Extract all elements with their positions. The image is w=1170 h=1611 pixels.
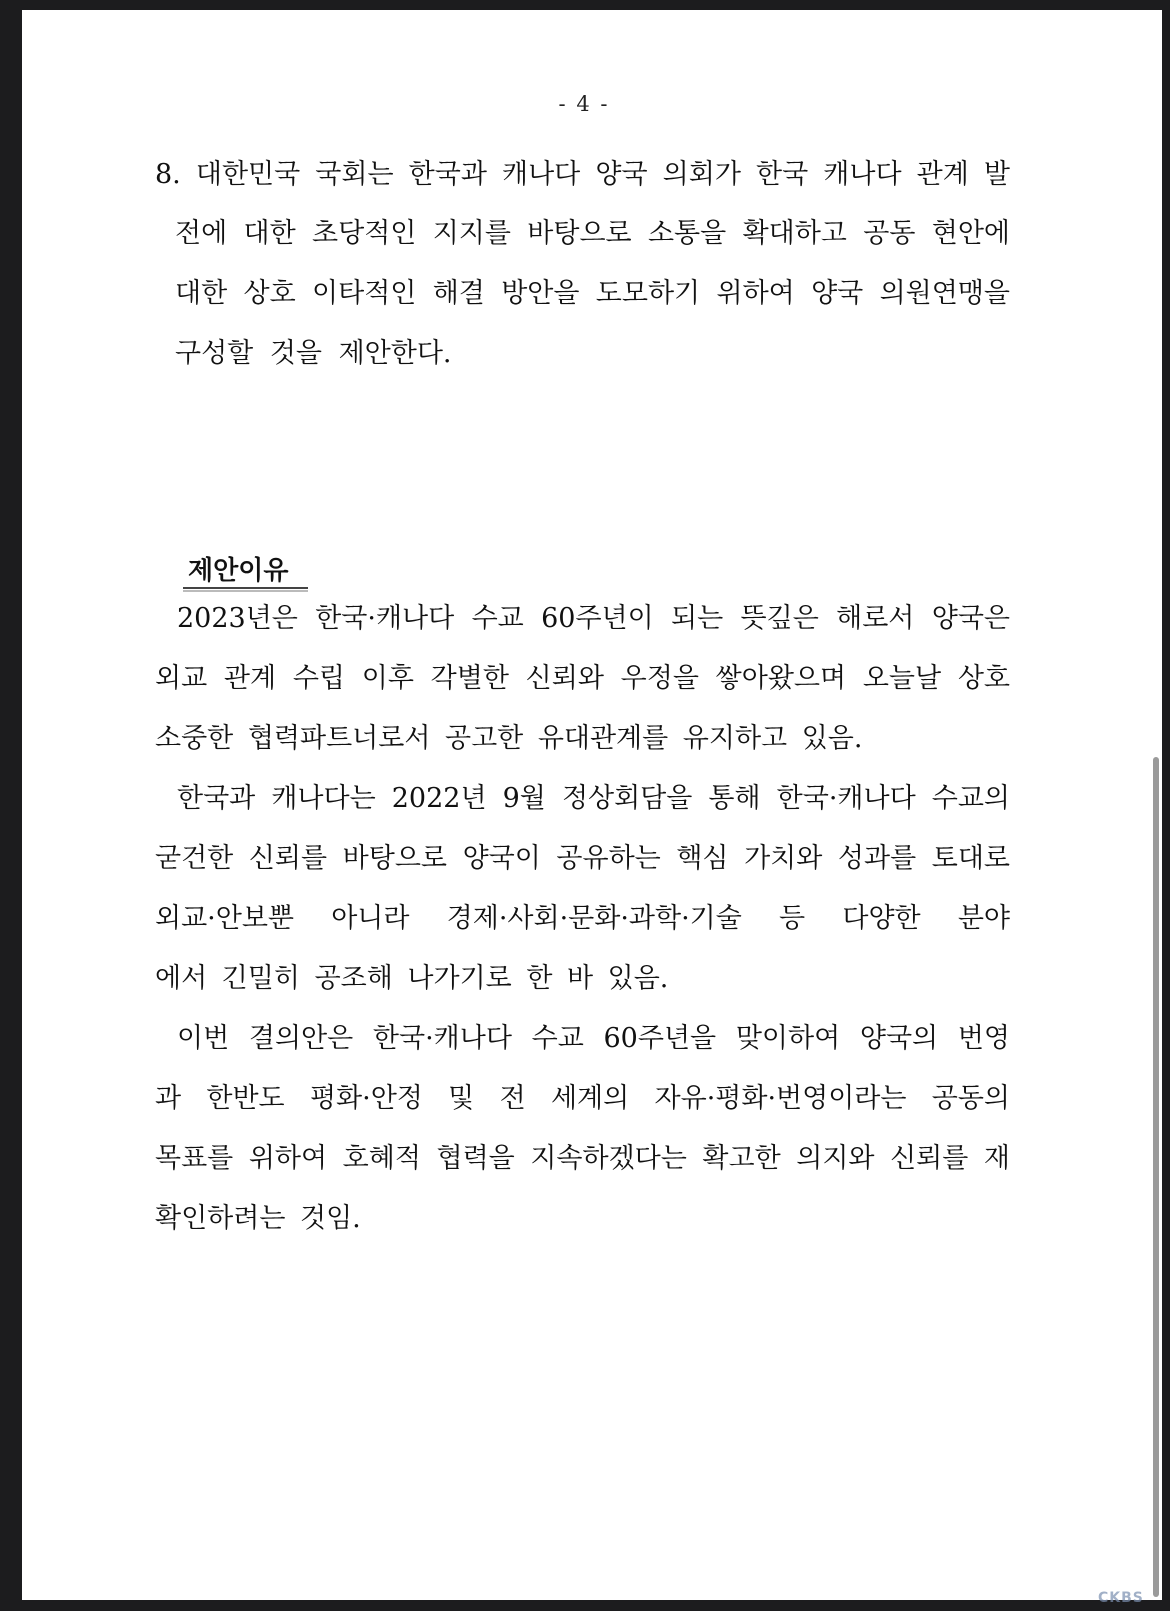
paragraph-line: 과 한반도 평화·안정 및 전 세계의 자유·평화·번영이라는 공동의 [155, 1083, 1010, 1114]
section-heading: 제안이유 [188, 556, 289, 586]
document-page [22, 10, 1146, 1600]
item8-line: 구성할 것을 제안한다. [175, 338, 452, 369]
paragraph-line: 외교·안보뿐 아니라 경제·사회·문화·과학·기술 등 다양한 분야 [155, 903, 1010, 934]
paragraph-line: 소중한 협력파트너로서 공고한 유대관계를 유지하고 있음. [155, 723, 863, 754]
paragraph-line: 확인하려는 것임. [155, 1203, 361, 1234]
page-number: - 4 - [558, 92, 610, 116]
paragraph-line: 이번 결의안은 한국·캐나다 수교 60주년을 맞이하여 양국의 번영 [177, 1023, 1010, 1054]
paragraph-line: 굳건한 신뢰를 바탕으로 양국이 공유하는 핵심 가치와 성과를 토대로 [155, 843, 1010, 874]
broadcaster-watermark: CKBS [1098, 1590, 1144, 1606]
scrollbar-thumb[interactable] [1153, 757, 1159, 1597]
paragraph-line: 외교 관계 수립 이후 각별한 신뢰와 우정을 쌓아왔으며 오늘날 상호 [155, 663, 1010, 694]
heading-underline [183, 587, 308, 592]
item8-line: 대한 상호 이타적인 해결 방안을 도모하기 위하여 양국 의원연맹을 [175, 278, 1010, 309]
item8-line: 전에 대한 초당적인 지지를 바탕으로 소통을 확대하고 공동 현안에 [175, 218, 1010, 249]
paragraph-line: 한국과 캐나다는 2022년 9월 정상회담을 통해 한국·캐나다 수교의 [177, 783, 1010, 814]
paragraph-line: 목표를 위하여 호혜적 협력을 지속하겠다는 확고한 의지와 신뢰를 재 [155, 1143, 1010, 1174]
paragraph-line: 2023년은 한국·캐나다 수교 60주년이 되는 뜻깊은 해로서 양국은 [177, 603, 1010, 634]
item8-line: 8. 대한민국 국회는 한국과 캐나다 양국 의회가 한국 캐나다 관계 발 [155, 159, 1010, 190]
paragraph-line: 에서 긴밀히 공조해 나가기로 한 바 있음. [155, 963, 669, 994]
